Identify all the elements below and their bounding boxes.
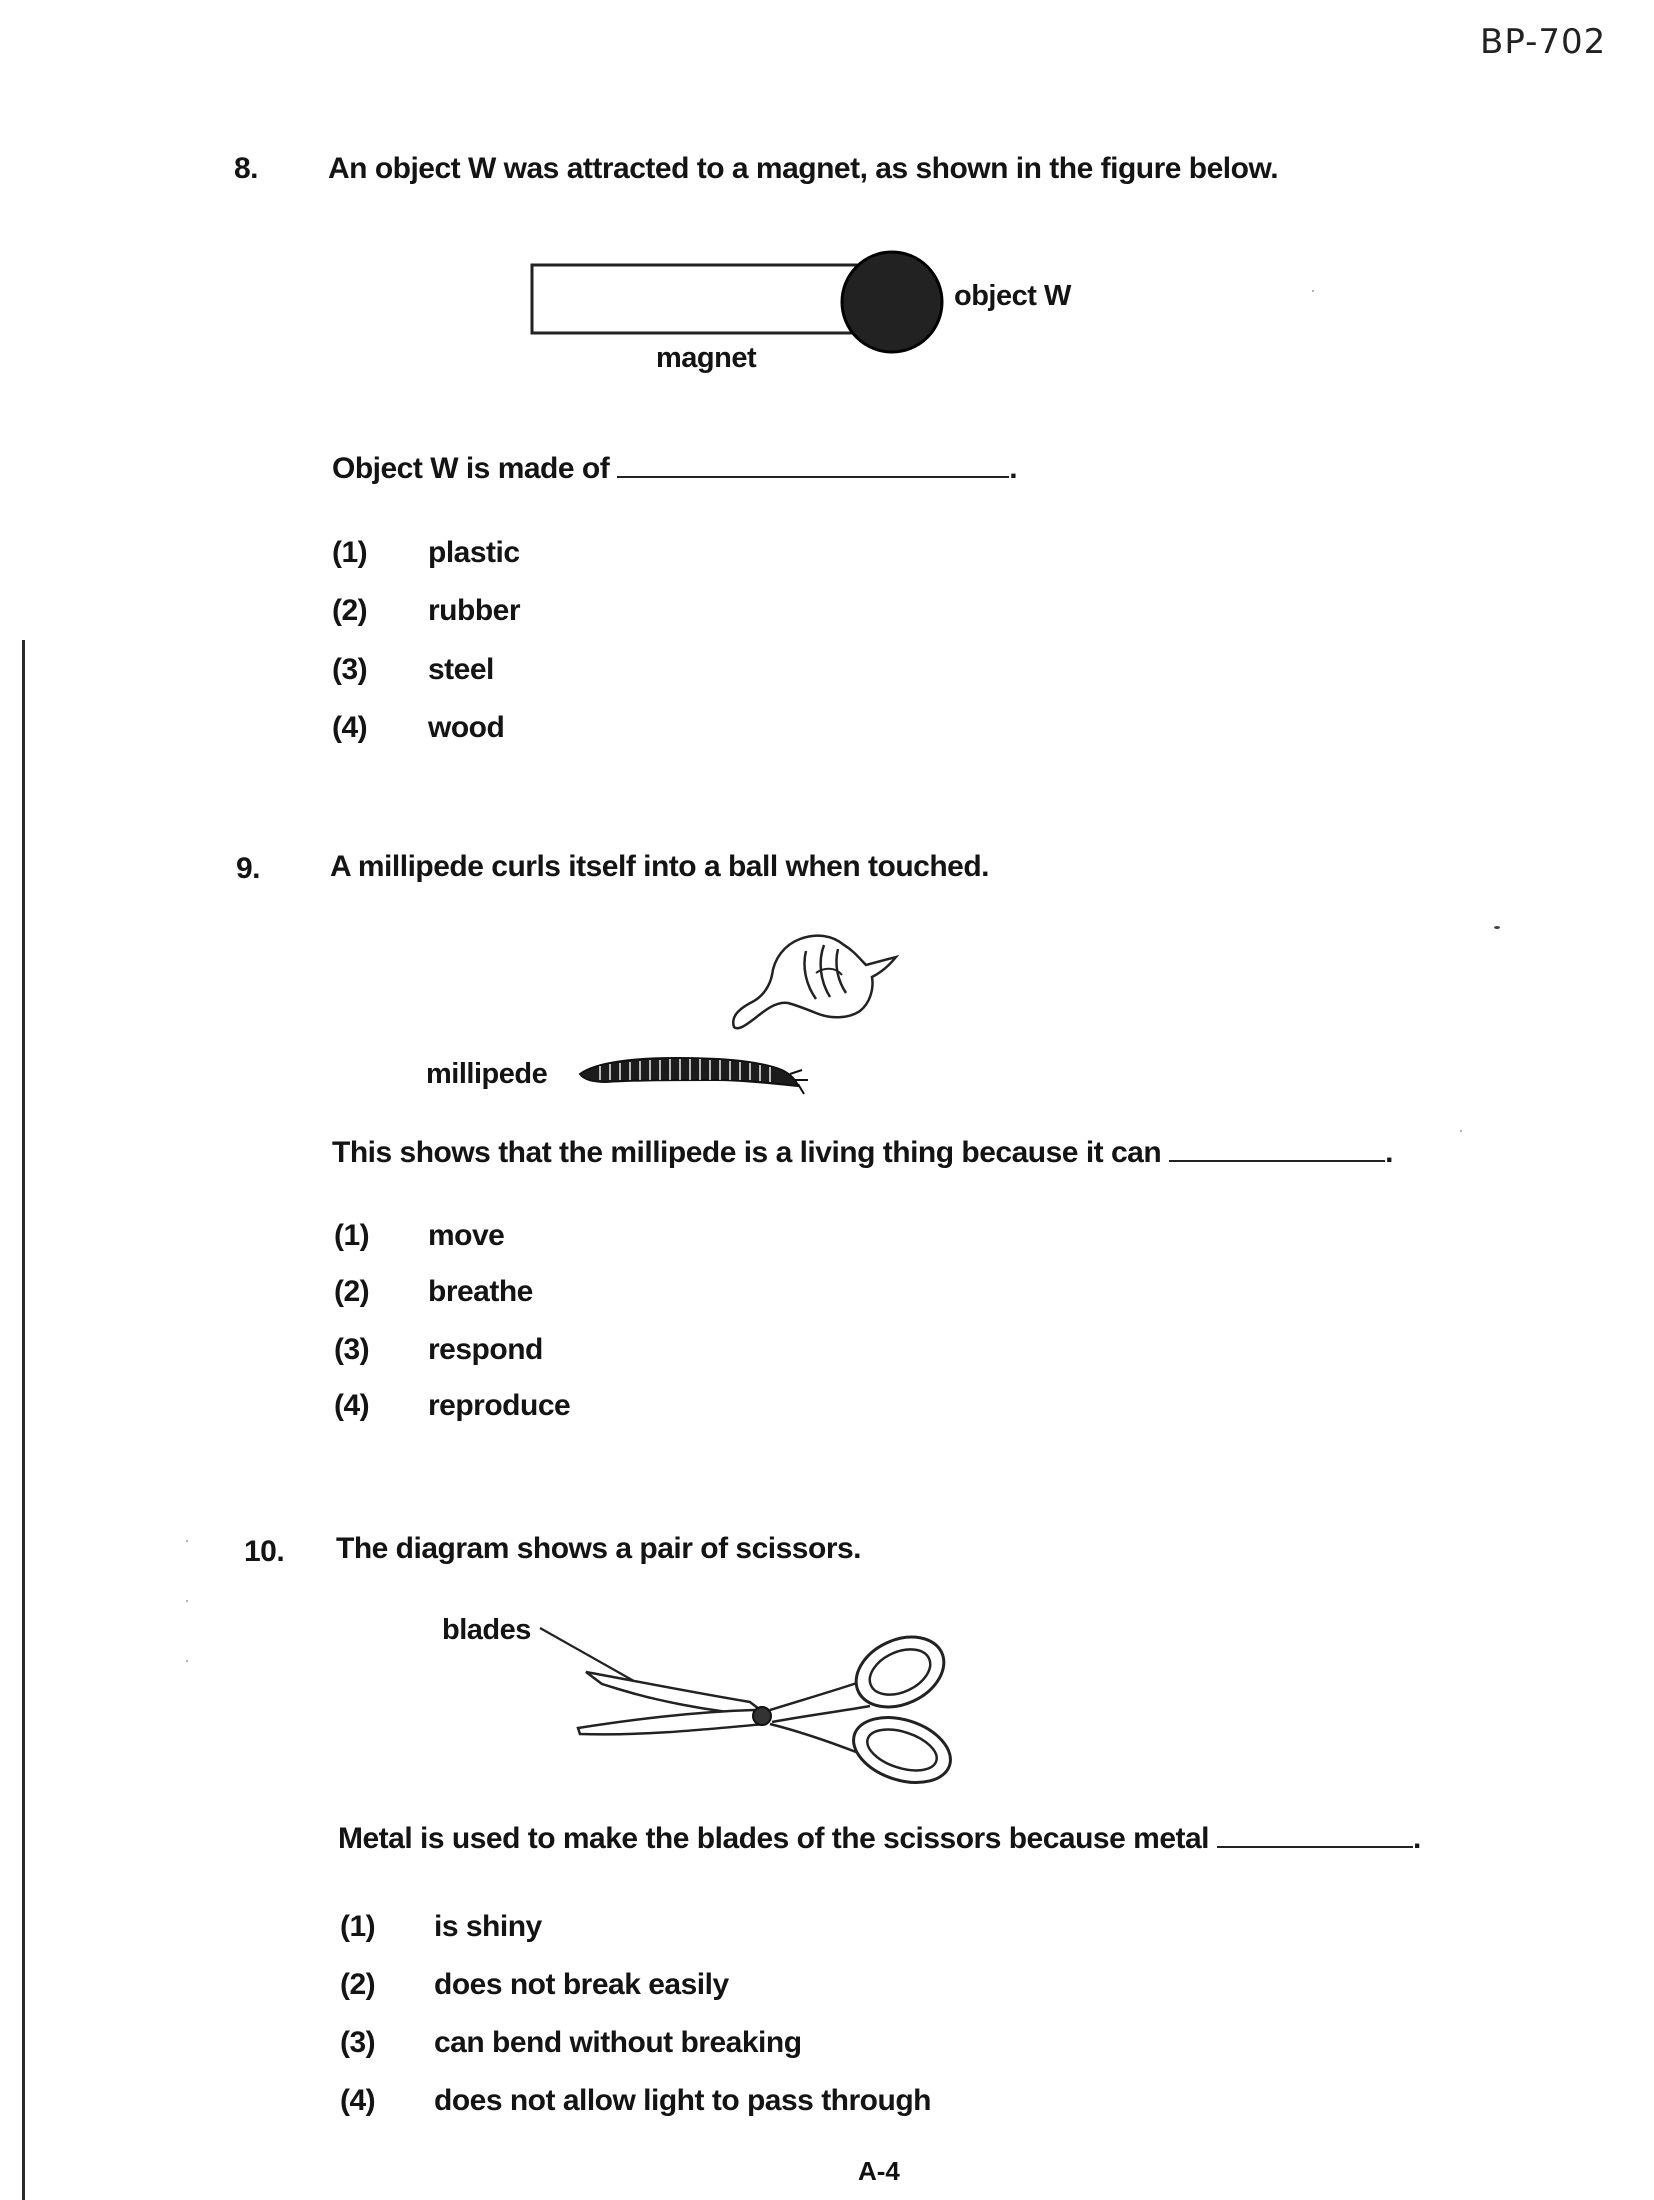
question-number: 9.: [236, 852, 261, 885]
answer-blank: [1217, 1844, 1413, 1848]
magnet-bar: [532, 265, 862, 333]
scissors-illustration: [540, 1620, 980, 1800]
option-text: does not break easily: [434, 1968, 729, 2001]
option-number: (3): [332, 653, 368, 686]
option-number: (2): [340, 1968, 376, 2001]
option-text: breathe: [428, 1275, 533, 1308]
option-text: wood: [428, 711, 505, 744]
answer-blank: [617, 474, 1009, 478]
option-number: (3): [340, 2026, 376, 2059]
magnet-label: magnet: [656, 342, 757, 374]
option-text: plastic: [428, 536, 520, 569]
option-text: reproduce: [428, 1389, 571, 1422]
option-text: can bend without breaking: [434, 2026, 802, 2059]
blades-label: blades: [442, 1614, 531, 1646]
question-number: 8.: [234, 152, 259, 185]
question-stem: Metal is used to make the blades of the scissors because metal .: [338, 1822, 1421, 1855]
option-text: respond: [428, 1333, 543, 1366]
option-number: (4): [332, 711, 368, 744]
question-stem: This shows that the millipede is a living thing because it can .: [332, 1136, 1394, 1169]
option-number: (1): [340, 1910, 376, 1943]
option-number: (4): [334, 1389, 370, 1422]
page-number: A-4: [858, 2156, 900, 2186]
option-text: rubber: [428, 594, 521, 627]
option-number: (3): [334, 1333, 370, 1366]
option-number: (4): [340, 2084, 376, 2117]
question-stem: Object W is made of .: [332, 452, 1018, 485]
option-number: (2): [334, 1275, 370, 1308]
hand-illustration: [720, 915, 910, 1035]
question-number: 10.: [244, 1535, 285, 1568]
option-number: (1): [334, 1219, 370, 1252]
page-margin-rule: [22, 640, 25, 2200]
option-text: is shiny: [434, 1910, 542, 1943]
option-number: (2): [332, 594, 368, 627]
document-code: BP-702: [1480, 22, 1607, 62]
magnet-figure: [520, 240, 1080, 390]
question-prompt: The diagram shows a pair of scissors.: [336, 1532, 862, 1565]
question-prompt: A millipede curls itself into a ball when touched.: [330, 850, 989, 883]
option-text: does not allow light to pass through: [434, 2084, 931, 2117]
answer-blank: [1169, 1158, 1385, 1162]
option-text: move: [428, 1219, 505, 1252]
option-text: steel: [428, 653, 494, 686]
millipede-label: millipede: [426, 1058, 548, 1090]
question-prompt: An object W was attracted to a magnet, as shown in the figure below.: [328, 152, 1279, 185]
millipede-illustration: [576, 1040, 816, 1100]
option-number: (1): [332, 536, 368, 569]
object-w-label: object W: [954, 280, 1071, 312]
